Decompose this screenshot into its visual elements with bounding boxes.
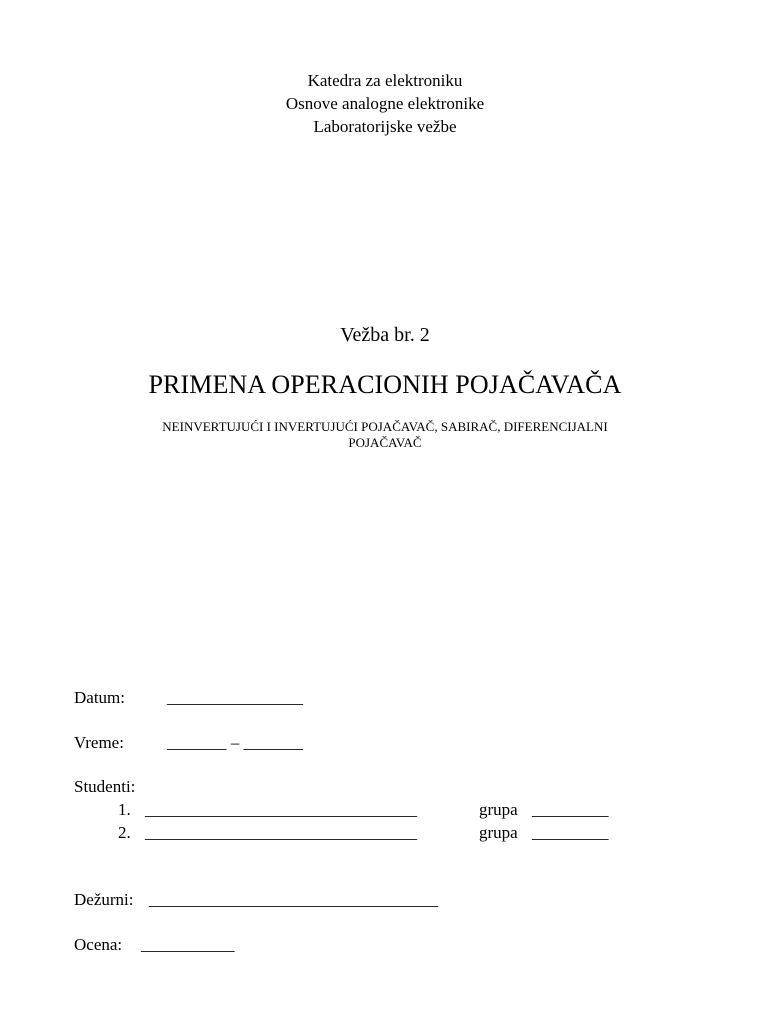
- department-name: Katedra za elektroniku: [307, 71, 463, 90]
- course-name: Osnove analogne elektronike: [285, 94, 485, 113]
- student-2-name-field[interactable]: ________________________________: [145, 823, 417, 842]
- datum-row: [74, 687, 674, 709]
- vreme-label: Vreme:: [74, 733, 124, 752]
- student-1-row: [118, 799, 678, 821]
- ocena-row: [74, 934, 674, 956]
- lab-title: Laboratorijske vežbe: [313, 117, 457, 136]
- datum-label: Datum:: [74, 688, 125, 707]
- exercise-title: PRIMENA OPERACIONIH POJAČAVAČA: [148, 370, 622, 399]
- dezurni-field[interactable]: __________________________________: [149, 890, 438, 909]
- dezurni-row: [74, 889, 694, 911]
- student-1-name-field[interactable]: ________________________________: [145, 800, 417, 819]
- student-2-number: 2.: [118, 823, 131, 842]
- exercise-subtitle-line2: POJAČAVAČ: [348, 435, 422, 450]
- student-2-row: [118, 822, 678, 844]
- exercise-subtitle-line1: NEINVERTUJUĆI I INVERTUJUĆI POJAČAVAČ, SABIRAČ, DIFERENCIJALNI: [162, 419, 608, 434]
- student-2-group-label: grupa: [479, 823, 518, 842]
- vreme-row: [74, 732, 674, 754]
- ocena-label: Ocena:: [74, 935, 123, 954]
- studenti-row: [74, 776, 674, 798]
- student-1-number: 1.: [118, 800, 131, 819]
- dezurni-label: Dežurni:: [74, 890, 134, 909]
- exercise-number: Vežba br. 2: [340, 324, 430, 346]
- student-1-group-field[interactable]: _________: [532, 800, 609, 819]
- student-2-group-field[interactable]: _________: [532, 823, 609, 842]
- vreme-field[interactable]: _______ – _______: [167, 733, 303, 752]
- datum-field[interactable]: ________________: [167, 688, 303, 707]
- ocena-field[interactable]: ___________: [141, 935, 235, 954]
- studenti-label: Studenti:: [74, 777, 136, 796]
- student-1-group-label: grupa: [479, 800, 518, 819]
